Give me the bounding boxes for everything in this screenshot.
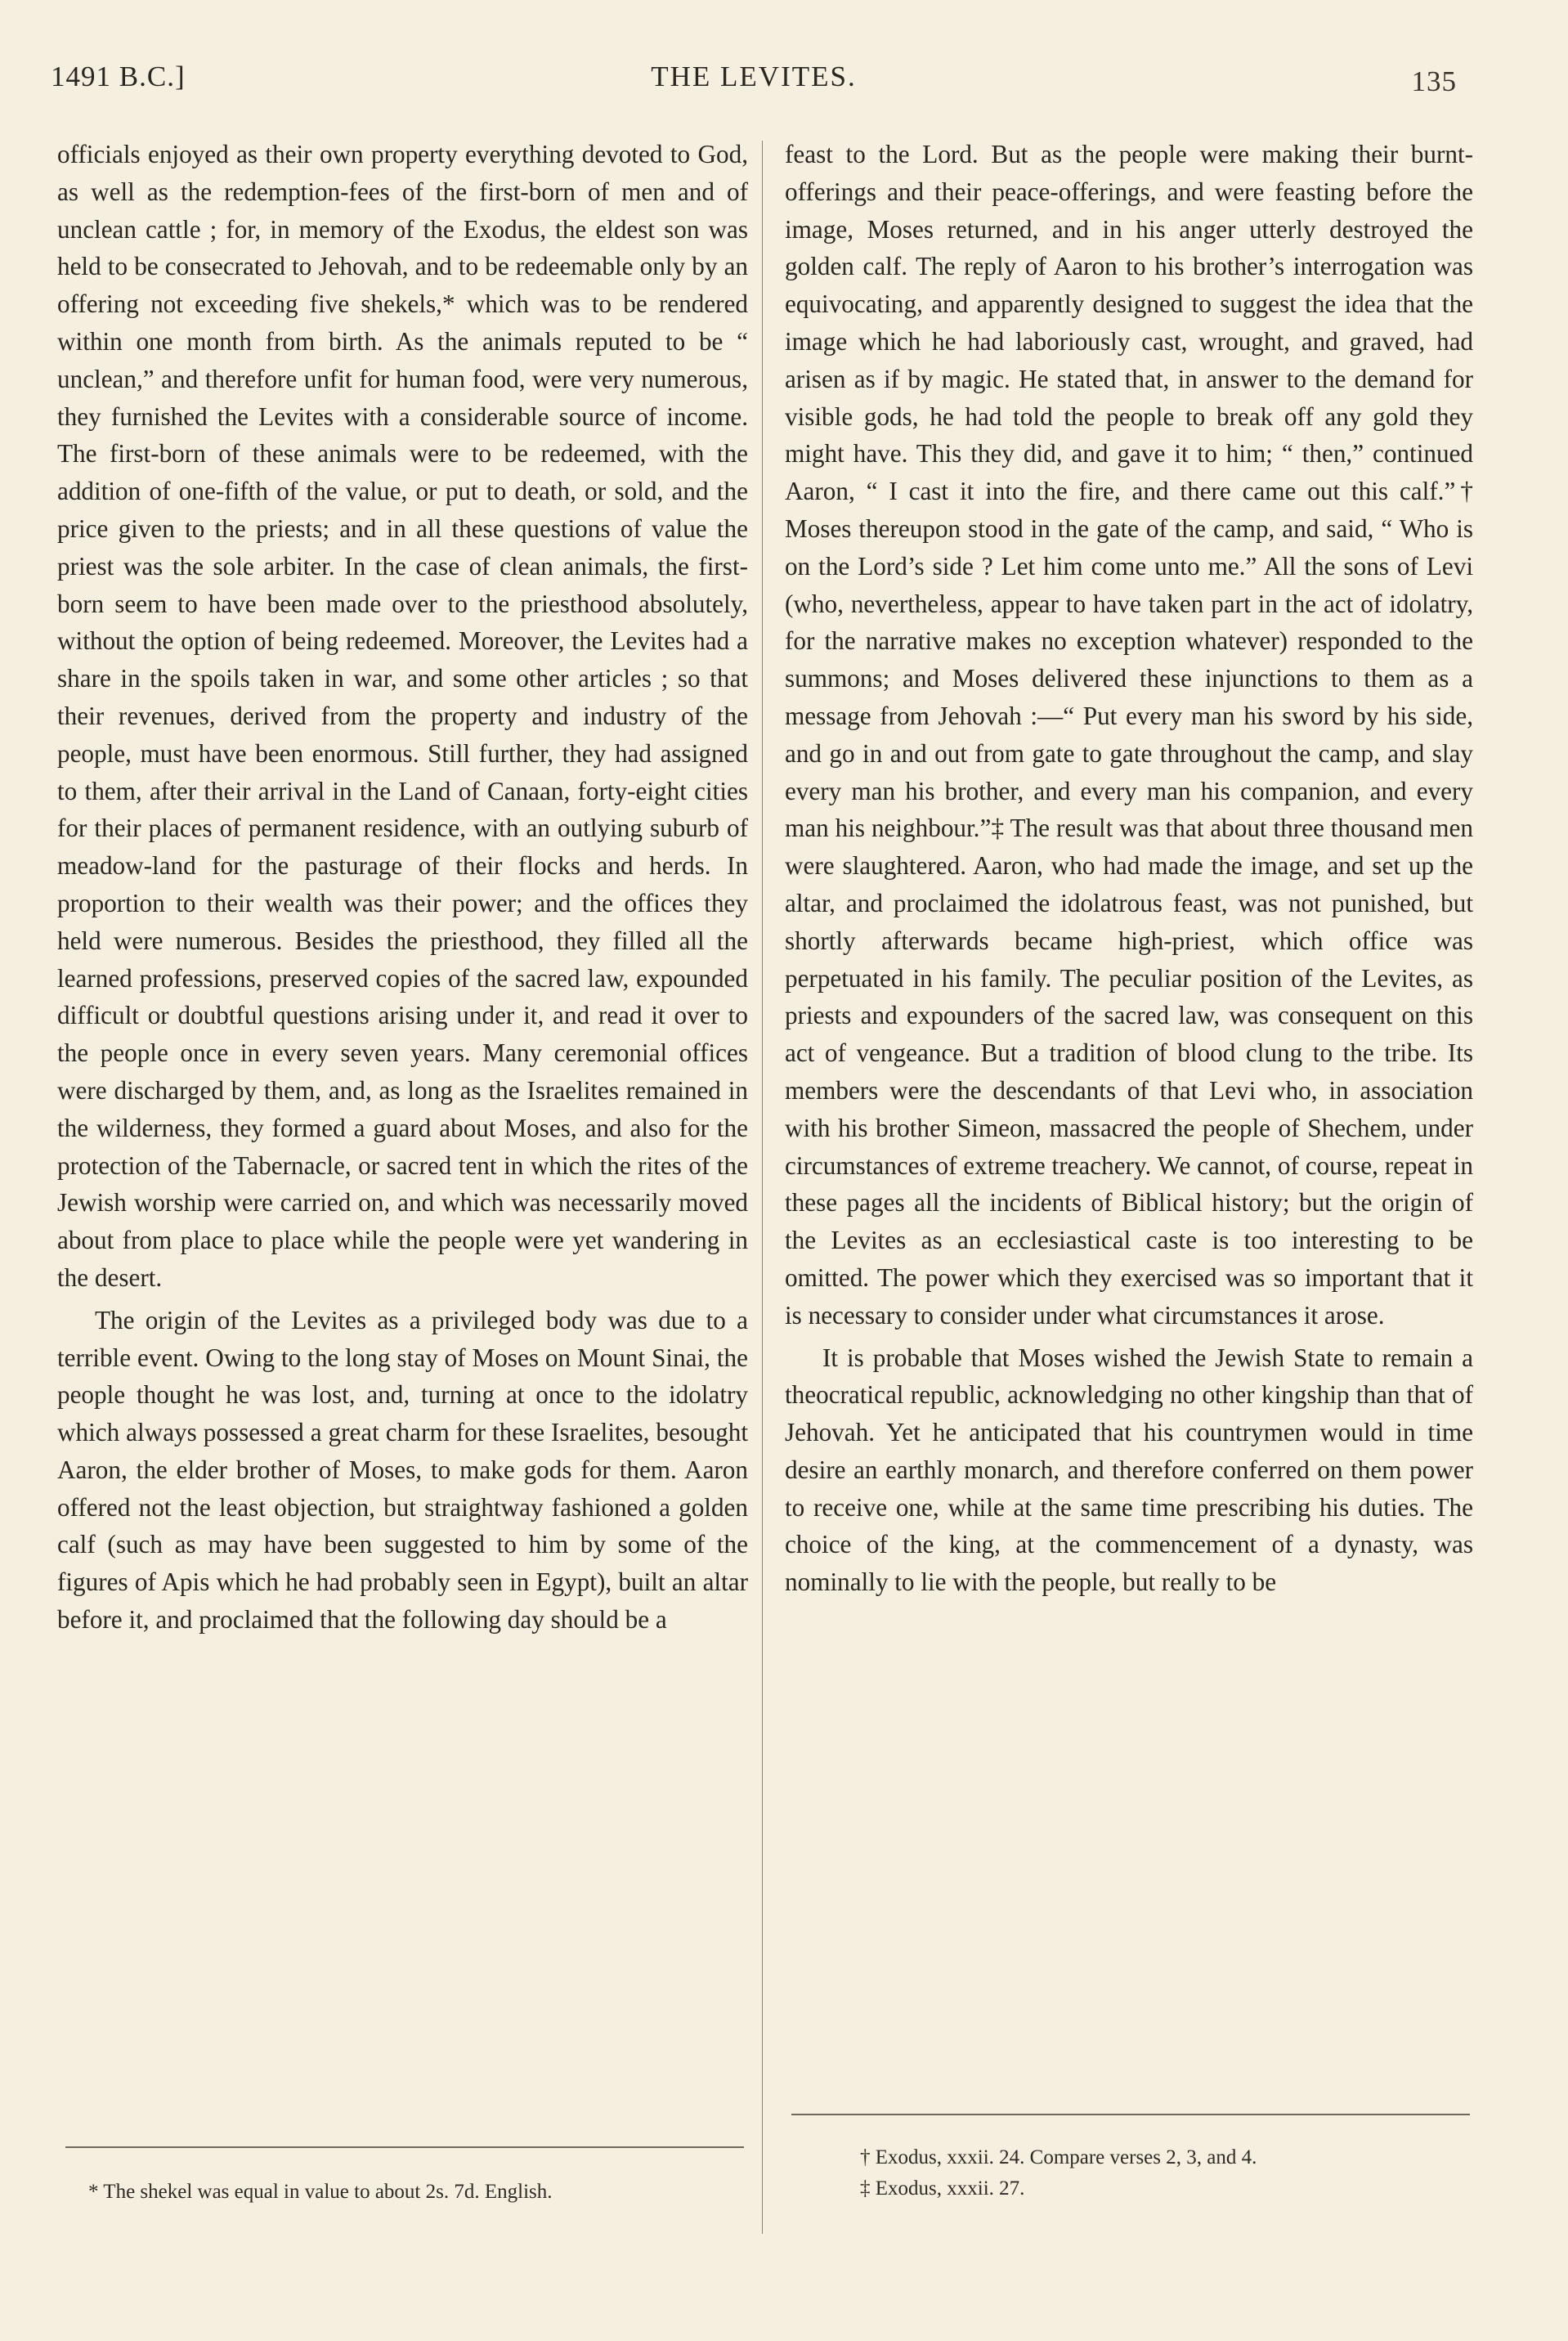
footnotes-right xyxy=(860,2142,1257,2204)
footnote-left: * The shekel was equal in value to about 2s. 7d. English. xyxy=(88,2181,553,2203)
page-number: 135 xyxy=(1411,65,1457,97)
right-column xyxy=(785,136,1473,1601)
left-paragraph-2: The origin of the Levites as a privileged body was due to a terrible event. Owing to the long stay of Moses on Mount Sinai, the people thought he was lost, and, turning at once to the idolatry which always possessed a great charm for these Israelites, besought Aaron, the elder brother of Moses, to make gods for them. Aaron offered not the least objection, but straightway fashioned a golden calf (such as may have been suggested to him by some of the figures of Apis which he had probably seen in Egypt), built an altar before it, and proclaimed that the following day should be a xyxy=(57,1305,748,1635)
running-head xyxy=(51,61,1457,110)
running-head-title: THE LEVITES. xyxy=(651,61,857,92)
footnote-right-2: ‡ Exodus, xxxii. 27. xyxy=(860,2177,1025,2200)
footnote-rule-right xyxy=(791,2114,1470,2115)
footnote-rule-left xyxy=(65,2146,744,2148)
left-column xyxy=(57,136,748,1639)
right-paragraph-1: feast to the Lord. But as the people were making their burnt-offerings and their peace-offerings, and were feasting before the image, Moses returned, and in his anger utterly destroyed the golden calf. The reply of Aaron to his brother’s interrogation was equivocating, and apparently designed to suggest the idea that the image which he had laboriously cast, wrought, and graved, had arisen as if by magic. He stated that, in answer to the demand for visible gods, he had told the people to break off any gold they might have. This they did, and gave it to him; “ then,” continued Aaron, “ I cast it into the fire, and there came out this calf.”† Moses thereupon stood in the gate of the camp, and said, “ Who is on the Lord’s side ? Let him come unto me.” All the sons of Levi (who, nevertheless, appear to have taken part in the act of idolatry, for the narrative makes no exception whatever) responded to the summons; and Moses delivered these injunctions to them as a message from Jehovah :—“ Put every man his sword by his side, and go in and out from gate to gate throughout the camp, and slay every man his brother, and every man his companion, and every man his neighbour.”‡ The result was that about three thousand men were slaughtered. Aaron, who had made the image, and set up the altar, and proclaimed the idolatrous feast, was not punished, but shortly afterwards became high-priest, which office was perpetuated in his family. The peculiar position of the Levites, as priests and expounders of the sacred law, was consequent on this act of vengeance. But a tradition of blood clung to the tribe. Its members were the descendants of that Levi who, in association with his brother Simeon, massacred the people of Shechem, under circumstances of extreme treachery. We cannot, of course, repeat in these pages all the incidents of Biblical history; but the origin of the Levites as an ecclesiastical caste is too interesting to be omitted. The power which they exercised was so important that it is necessary to consider under what circumstances it arose. xyxy=(785,140,1473,1330)
footnote-right-1: † Exodus, xxxii. 24. Compare verses 2, 3, and 4. xyxy=(860,2146,1257,2168)
running-head-date: 1491 B.C.] xyxy=(51,61,186,92)
right-paragraph-2: It is probable that Moses wished the Jewish State to remain a theocratical republic, acknowledging no other kingship than that of Jehovah. Yet he anticipated that his countrymen would in time desire an earthly monarch, and therefore conferred on them power to receive one, while at the same time prescribing his duties. The choice of the king, at the commencement of a dynasty, was nominally to lie with the people, but really to be xyxy=(785,1343,1473,1597)
column-divider xyxy=(762,141,763,2234)
left-paragraph-1: officials enjoyed as their own property everything devoted to God, as well as the redemption-fees of the first-born of men and of unclean cattle ; for, in memory of the Exodus, the eldest son was held to be consecrated to Jehovah, and to be redeemable only by an offering not exceeding five shekels,* which was to be rendered within one month from birth. As the animals reputed to be “ unclean,” and therefore unfit for human food, were very numerous, they furnished the Levites with a considerable source of income. The first-born of these animals were to be redeemed, with the addition of one-fifth of the value, or put to death, or sold, and the price given to the priests; and in all these questions of value the priest was the sole arbiter. In the case of clean animals, the first-born seem to have been made over to the priesthood absolutely, without the option of being redeemed. Moreover, the Levites had a share in the spoils taken in war, and some other articles ; so that their revenues, derived from the property and industry of the people, must have been enormous. Still further, they had assigned to them, after their arrival in the Land of Canaan, forty-eight cities for their places of permanent residence, with an outlying suburb of meadow-land for the pasturage of their flocks and herds. In proportion to their wealth was their power; and the offices they held were numerous. Besides the priesthood, they filled all the learned professions, preserved copies of the sacred law, expounded difficult or doubtful questions arising under it, and read it over to the people once in every seven years. Many ceremonial offices were discharged by them, and, as long as the Israelites remained in the wilderness, they formed a guard about Moses, and also for the protection of the Tabernacle, or sacred tent in which the rites of the Jewish worship were carried on, and which was necessarily moved about from place to place while the people were yet wandering in the desert. xyxy=(57,140,748,1292)
